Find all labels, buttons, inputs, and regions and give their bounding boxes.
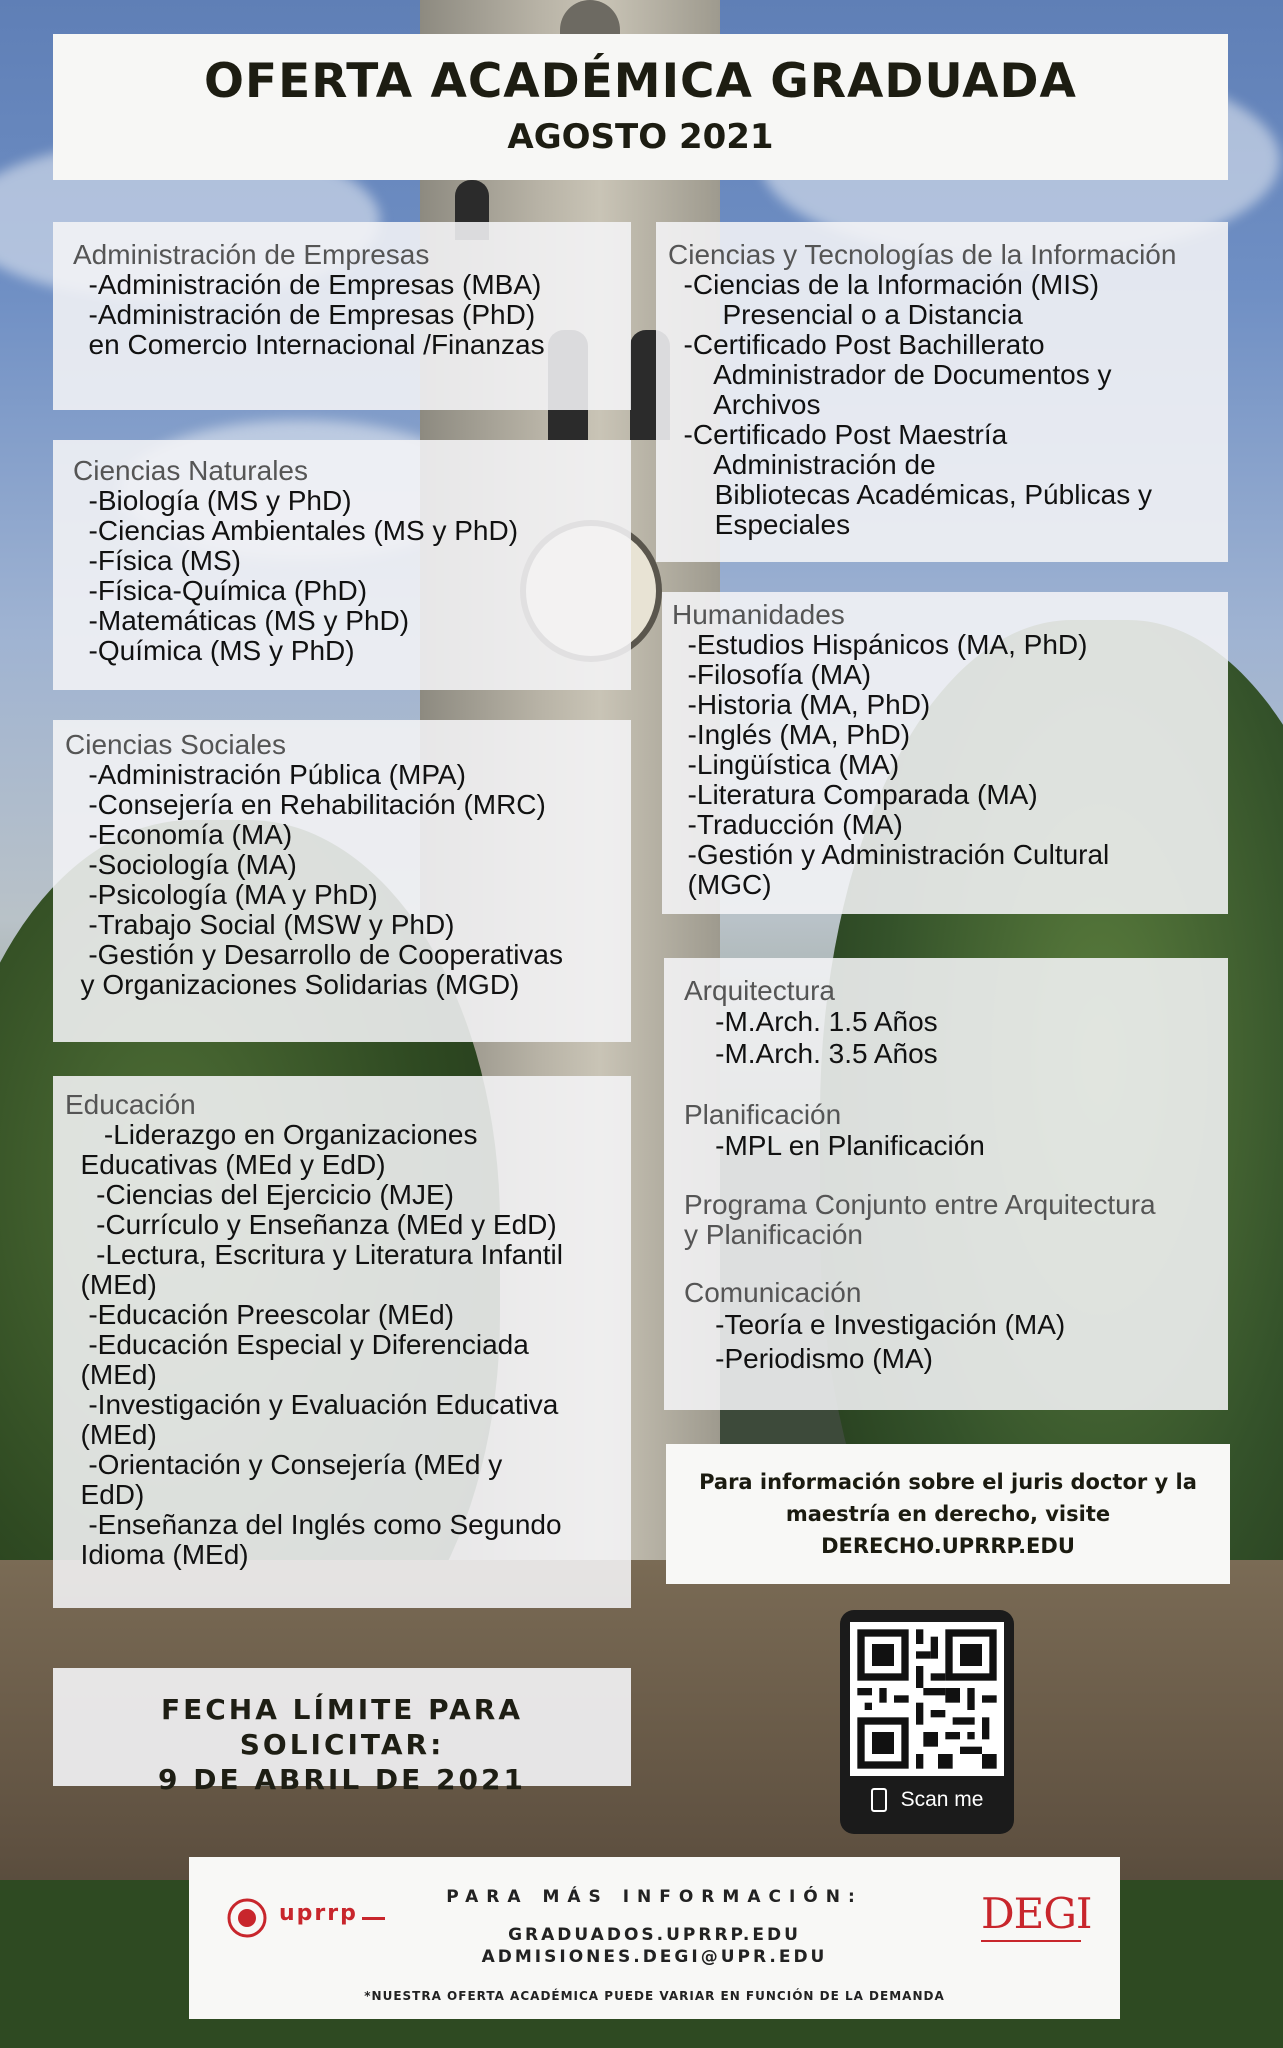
program-item: -Literatura Comparada (MA) bbox=[672, 779, 1038, 810]
program-item: -Física-Química (PhD) bbox=[73, 575, 368, 606]
program-item: -Orientación y Consejería (MEd y bbox=[65, 1449, 503, 1480]
page-title: OFERTA ACADÉMICA GRADUADA bbox=[204, 54, 1077, 109]
program-item: -Traducción (MA) bbox=[672, 809, 903, 840]
deadline-banner bbox=[53, 1668, 631, 1796]
scan-me-label: Scan me bbox=[840, 1788, 1014, 1812]
section-informacion bbox=[656, 222, 1228, 562]
program-item: -Liderazgo en Organizaciones bbox=[65, 1119, 478, 1150]
program-item: -Investigación y Evaluación Educativa bbox=[65, 1389, 559, 1420]
degi-logo-text: DEGI bbox=[981, 1889, 1092, 1938]
program-item: en Comercio Internacional /Finanzas bbox=[73, 329, 545, 360]
more-info-label: PARA MÁS INFORMACIÓN: bbox=[446, 1887, 863, 1907]
program-item: -Filosofía (MA) bbox=[672, 659, 872, 690]
section-empresas bbox=[53, 222, 631, 410]
program-item: Administrador de Documentos y bbox=[668, 359, 1112, 390]
program-item: Especiales bbox=[668, 509, 851, 540]
section-humanidades bbox=[662, 592, 1228, 914]
program-item: -Consejería en Rehabilitación (MRC) bbox=[65, 789, 546, 820]
program-item: -Matemáticas (MS y PhD) bbox=[73, 605, 410, 636]
program-item: -Ciencias Ambientales (MS y PhD) bbox=[73, 515, 519, 546]
program-item: -Biología (MS y PhD) bbox=[73, 485, 352, 516]
program-item: -Ciencias de la Información (MIS) bbox=[668, 269, 1100, 300]
program-item: EdD) bbox=[65, 1479, 145, 1510]
program-item: -Sociología (MA) bbox=[65, 849, 297, 880]
qr-code-card[interactable] bbox=[840, 1610, 1014, 1834]
deadline-label: FECHA LÍMITE PARA SOLICITAR: bbox=[160, 1693, 524, 1761]
law-website-link[interactable]: DERECHO.UPRRP.EDU bbox=[821, 1534, 1075, 1558]
section-heading: Programa Conjunto entre Arquitectura bbox=[684, 1189, 1156, 1220]
program-item: -Lingüística (MA) bbox=[672, 749, 900, 780]
section-educacion bbox=[53, 1076, 631, 1608]
program-item: -Periodismo (MA) bbox=[684, 1343, 933, 1374]
program-item: -Ciencias del Ejercicio (MJE) bbox=[65, 1179, 454, 1210]
section-sociales bbox=[53, 720, 631, 1042]
program-item: (MEd) bbox=[65, 1269, 157, 1300]
program-item: -Lectura, Escritura y Literatura Infantil bbox=[65, 1239, 563, 1270]
section-arquitectura bbox=[664, 958, 1228, 1410]
section-heading: Administración de Empresas bbox=[73, 239, 430, 270]
program-item: -Química (MS y PhD) bbox=[73, 635, 355, 666]
program-item: -Educación Especial y Diferenciada bbox=[65, 1329, 529, 1360]
email-link[interactable]: ADMISIONES.DEGI@UPR.EDU bbox=[481, 1947, 828, 1967]
program-item: -Economía (MA) bbox=[65, 819, 293, 850]
program-item: -Certificado Post Maestría bbox=[668, 419, 1008, 450]
section-naturales bbox=[53, 440, 631, 690]
program-item: -M.Arch. 1.5 Años bbox=[684, 1006, 938, 1037]
program-item: -Trabajo Social (MSW y PhD) bbox=[65, 909, 455, 940]
program-item: (MEd) bbox=[65, 1359, 157, 1390]
program-item: (MEd) bbox=[65, 1419, 157, 1450]
program-item: (MGC) bbox=[672, 869, 772, 900]
section-heading: Humanidades bbox=[672, 599, 845, 630]
program-item: -Gestión y Desarrollo de Cooperativas bbox=[65, 939, 563, 970]
section-heading: Ciencias Sociales bbox=[65, 729, 286, 760]
page-subtitle: AGOSTO 2021 bbox=[507, 117, 774, 157]
section-heading: Ciencias y Tecnologías de la Información bbox=[668, 239, 1177, 270]
program-item: -Administración de Empresas (PhD) bbox=[73, 299, 536, 330]
program-item: -Administración de Empresas (MBA) bbox=[73, 269, 542, 300]
disclaimer-text: *NUESTRA OFERTA ACADÉMICA PUEDE VARIAR EN FUNCIÓN DE LA DEMANDA bbox=[364, 1989, 945, 2003]
title-banner bbox=[53, 34, 1228, 180]
website-link[interactable]: GRADUADOS.UPRRP.EDU bbox=[508, 1925, 801, 1945]
program-item: -Educación Preescolar (MEd) bbox=[65, 1299, 455, 1330]
section-heading: Comunicación bbox=[684, 1277, 862, 1308]
program-item: -Certificado Post Bachillerato bbox=[668, 329, 1045, 360]
program-item: -Administración Pública (MPA) bbox=[65, 759, 466, 790]
qr-code[interactable] bbox=[850, 1622, 1004, 1776]
program-item: -Estudios Hispánicos (MA, PhD) bbox=[672, 629, 1088, 660]
program-item: -M.Arch. 3.5 Años bbox=[684, 1038, 938, 1069]
section-heading: Arquitectura bbox=[684, 975, 835, 1006]
program-item: -Currículo y Enseñanza (MEd y EdD) bbox=[65, 1209, 557, 1240]
program-item: Archivos bbox=[668, 389, 821, 420]
degi-logo bbox=[981, 1889, 1091, 1949]
phone-icon bbox=[871, 1788, 887, 1812]
program-item: -Psicología (MA y PhD) bbox=[65, 879, 378, 910]
program-item: Idioma (MEd) bbox=[65, 1539, 249, 1570]
program-item: -Inglés (MA, PhD) bbox=[672, 719, 911, 750]
program-item: -Historia (MA, PhD) bbox=[672, 689, 931, 720]
program-item: -Enseñanza del Inglés como Segundo bbox=[65, 1509, 562, 1540]
program-item: -Teoría e Investigación (MA) bbox=[684, 1309, 1066, 1340]
section-heading: Planificación bbox=[684, 1099, 842, 1130]
footer-info bbox=[189, 1857, 1120, 2019]
section-heading: Ciencias Naturales bbox=[73, 455, 308, 486]
program-item: Educativas (MEd y EdD) bbox=[65, 1149, 386, 1180]
program-item: y Organizaciones Solidarias (MGD) bbox=[65, 969, 520, 1000]
program-item: Presencial o a Distancia bbox=[668, 299, 1023, 330]
section-heading: y Planificación bbox=[684, 1219, 863, 1250]
uprrp-logo-text: uprrp bbox=[275, 1901, 362, 1926]
program-item: Administración de bbox=[668, 449, 936, 480]
law-notice-line: maestría en derecho, visite bbox=[785, 1502, 1111, 1526]
program-item: Bibliotecas Académicas, Públicas y bbox=[668, 479, 1152, 510]
program-item: -Gestión y Administración Cultural bbox=[672, 839, 1110, 870]
law-notice bbox=[666, 1444, 1230, 1584]
law-notice-line: Para información sobre el juris doctor y la bbox=[699, 1470, 1197, 1494]
program-item: -Física (MS) bbox=[73, 545, 241, 576]
deadline-date: 9 DE ABRIL DE 2021 bbox=[158, 1763, 526, 1796]
program-item: -MPL en Planificación bbox=[684, 1130, 985, 1161]
section-heading: Educación bbox=[65, 1089, 196, 1120]
